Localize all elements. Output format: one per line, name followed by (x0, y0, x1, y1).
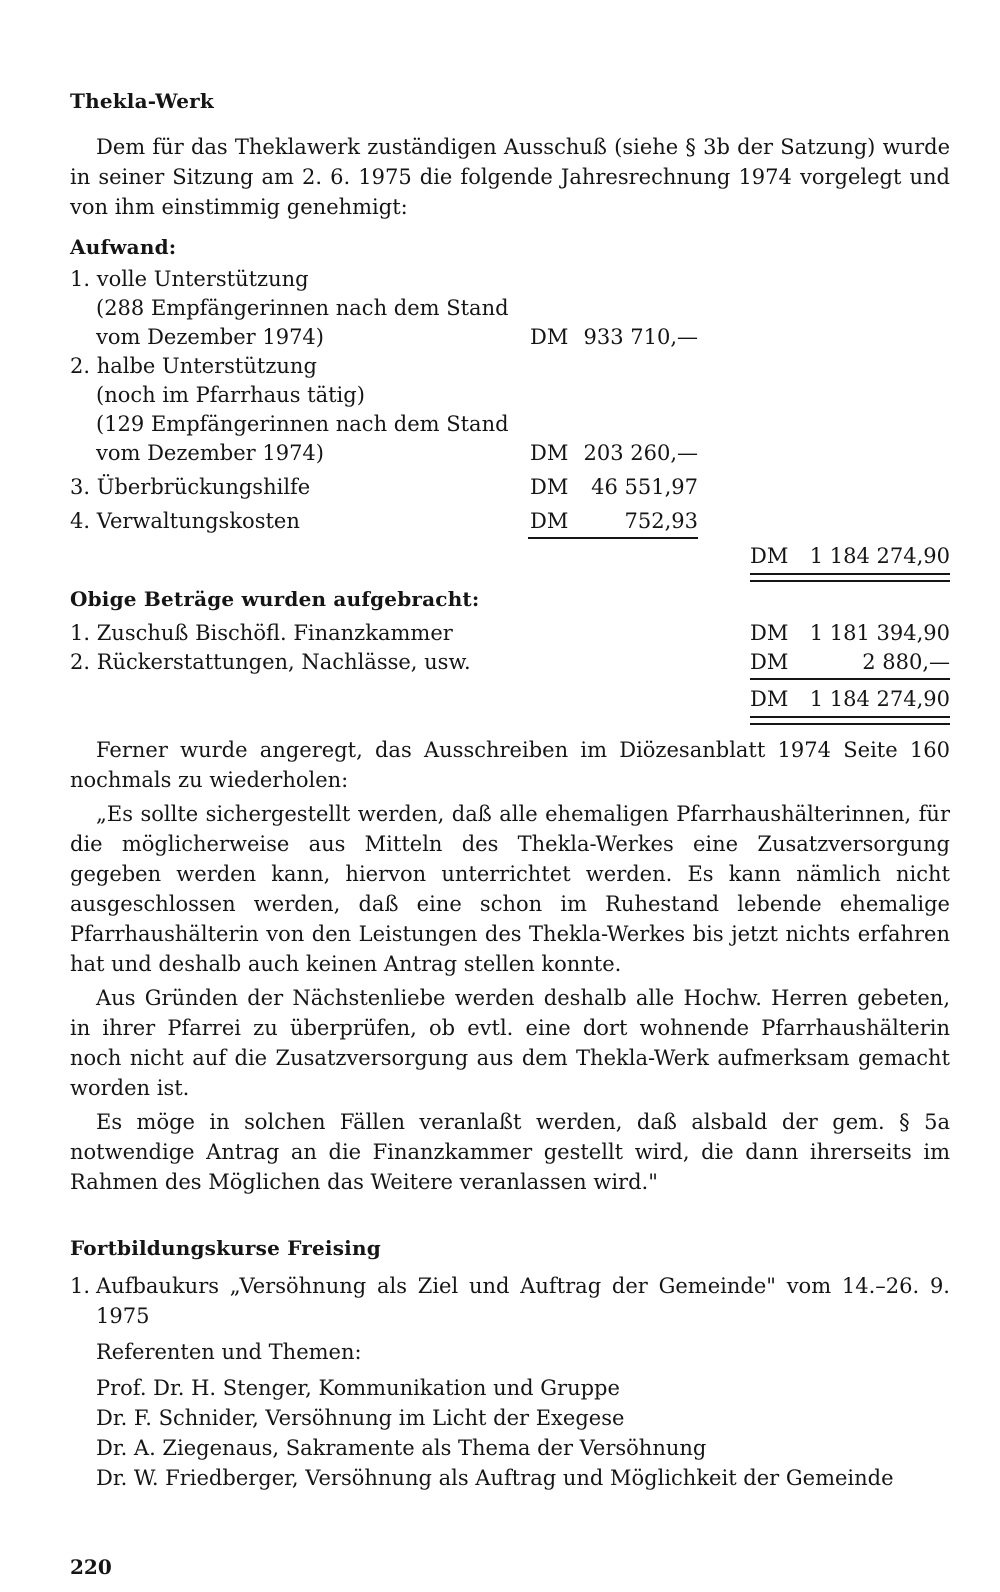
aufgebracht-table: 1. Zuschuß Bischöfl. Finanzkammer DM 1 181 394,90 2. Rückerstattungen, Nachlässe, usw. DM 2 880,— DM 1 184 274,90 (70, 618, 950, 735)
referenten-heading: Referenten und Themen: (96, 1340, 362, 1364)
aufwand-item-3-label: 3. Überbrückungshilfe (70, 475, 311, 499)
section-heading-fortbildungskurse: Fortbildungskurse Freising (70, 1236, 381, 1260)
referent-item: Dr. W. Friedberger, Versöhnung als Auftrag und Möglichkeit der Gemeinde (96, 1466, 894, 1490)
total-double-rule (750, 573, 950, 582)
referent-item: Dr. A. Ziegenaus, Sakramente als Thema der Versöhnung (96, 1436, 707, 1460)
aufwand-item-2-note: (noch im Pfarrhaus tätig) (96, 383, 365, 407)
course-item (70, 1271, 950, 1331)
quote-paragraph-1: „Es sollte sichergestellt werden, daß alle ehemaligen Pfarrhaushälterinnen, für die möglicherweise aus Mitteln des Thekla-Werkes eine Zusatzversorgung gegeben werden kann, hiervon unterrichtet werden. Es kann nämlich nicht ausgeschlossen werden, daß eine schon im Ruhestand lebende ehemalige Pfarrhaushälterin von den Leistungen des Thekla-Werkes bis jetzt nichts erfahren hat und deshalb auch keinen Antrag stellen konnte. (70, 802, 950, 976)
course-item-number: 1. (70, 1274, 91, 1298)
aufwand-heading: Aufwand: (70, 235, 177, 259)
thekla-intro-paragraph: Dem für das Theklawerk zuständigen Ausschuß (siehe § 3b der Satzung) wurde in seiner Sitzung am 2. 6. 1975 die folgende Jahresrechnung 1974 vorgelegt und von ihm einstimmig genehmigt: (70, 135, 950, 219)
subtotal-rule (750, 678, 950, 680)
aufwand-table: 1. volle Unterstützung (288 Empfängerinnen nach dem Stand vom Dezember 1974) DM 933 710,— 2. halbe Unterstützung (noch im Pfarrhaus tätig) (129 Empfängerinnen nach dem Stand vom Dezember 1974) DM 203 260,— 3. Überbrückungshilfe DM 46 551,97 4. Verwaltungskosten DM 752,93 DM 1 184 274,90 (70, 264, 950, 584)
aufwand-item-1-note: (288 Empfängerinnen nach dem Stand (96, 296, 509, 320)
aufgebracht-heading: Obige Beträge wurden aufgebracht: (70, 587, 480, 611)
referent-item: Prof. Dr. H. Stenger, Kommunikation und Gruppe (96, 1376, 620, 1400)
subtotal-rule (528, 537, 698, 539)
quote-paragraph-3: Es möge in solchen Fällen veranlaßt werden, daß alsbald der gem. § 5a notwendige Antrag an die Finanzkammer gestellt wird, die dann ihrerseits im Rahmen des Möglichen das Weitere veranlassen wird." (70, 1110, 950, 1194)
aufwand-item-4-label: 4. Verwaltungskosten (70, 509, 300, 533)
aufgebracht-item-2-label: 2. Rückerstattungen, Nachlässe, usw. (70, 650, 471, 674)
course-item-text: Aufbaukurs „Versöhnung als Ziel und Auftrag der Gemeinde" vom 14.–26. 9. 1975 (96, 1274, 950, 1328)
aufwand-item-2-note: vom Dezember 1974) (96, 441, 324, 465)
total-double-rule (750, 716, 950, 725)
aufwand-item-1-note: vom Dezember 1974) (96, 325, 324, 349)
page-content (70, 86, 950, 1493)
aufwand-item-2-label: 2. halbe Unterstützung (70, 354, 317, 378)
aufwand-item-1-label: 1. volle Unterstützung (70, 267, 309, 291)
aufgebracht-item-1-label: 1. Zuschuß Bischöfl. Finanzkammer (70, 621, 453, 645)
referent-item: Dr. F. Schnider, Versöhnung im Licht der Exegese (96, 1406, 625, 1430)
aufwand-item-2-note: (129 Empfängerinnen nach dem Stand (96, 412, 509, 436)
page-number: 220 (70, 1555, 112, 1579)
ferner-paragraph: Ferner wurde angeregt, das Ausschreiben im Diözesanblatt 1974 Seite 160 nochmals zu wiederholen: (70, 738, 950, 792)
quote-paragraph-2: Aus Gründen der Nächstenliebe werden deshalb alle Hochw. Herren gebeten, in ihrer Pfarrei zu überprüfen, ob evtl. eine dort wohnende Pfarrhaushälterin noch nicht auf die Zusatzversorgung aus dem Thekla-Werk aufmerksam gemacht worden ist. (70, 986, 950, 1100)
section-heading-thekla-werk: Thekla-Werk (70, 89, 214, 113)
